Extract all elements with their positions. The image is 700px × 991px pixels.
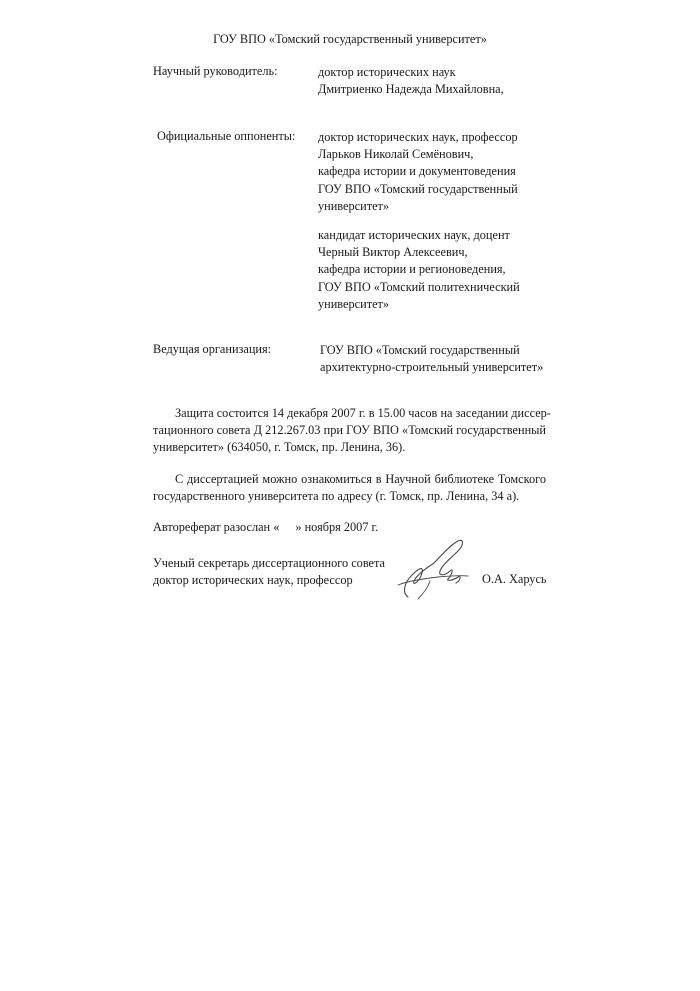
library-line: С диссертацией можно ознакомиться в Научной библиотеке Томского — [175, 472, 546, 486]
supervisor-label: Научный руководитель: — [153, 64, 278, 78]
supervisor-name: Дмитриенко Надежда Михайловна, — [318, 82, 504, 97]
secretary-title-line: доктор исторических наук, профессор — [153, 573, 353, 588]
opponent-second-line: ГОУ ВПО «Томский политехнический — [318, 279, 520, 294]
opponent-second-line: Черный Виктор Алексеевич, — [318, 245, 468, 260]
sent-after: » ноября 2007 г. — [295, 520, 379, 534]
secretary-name: О.А. Харусь — [482, 572, 547, 586]
opponent-first-line: университет» — [318, 198, 390, 213]
opponent-first — [318, 129, 518, 215]
opponent-first-line: кафедра истории и документоведения — [318, 164, 516, 179]
opponent-second — [318, 227, 520, 313]
leading-org-line: ГОУ ВПО «Томский государственный — [320, 343, 520, 357]
abstract-sent-date — [153, 520, 378, 535]
defense-line: университет» (634050, г. Томск, пр. Ленина, 36). — [153, 440, 406, 455]
sent-before: Автореферат разослан « — [153, 520, 280, 534]
supervisor-details — [318, 64, 504, 98]
opponent-second-line: кандидат исторических наук, доцент — [318, 228, 510, 242]
opponent-second-line: кафедра истории и регионоведения, — [318, 262, 506, 277]
signature-stroke — [405, 540, 463, 597]
defense-paragraph — [153, 405, 551, 457]
opponent-first-line: доктор исторических наук, профессор — [318, 130, 518, 144]
secretary-title — [153, 555, 385, 589]
signature-stroke — [418, 581, 430, 599]
opponent-first-line: Ларьков Николай Семёнович, — [318, 147, 474, 162]
header-institution: ГОУ ВПО «Томский государственный университет» — [213, 32, 487, 46]
leading-org-label: Ведущая организация: — [153, 342, 272, 356]
leading-org-details — [320, 342, 543, 376]
opponent-second-line: университет» — [318, 296, 390, 311]
handwritten-signature — [388, 535, 478, 605]
leading-org-line: архитектурно-строительный университет» — [320, 360, 544, 375]
library-paragraph — [153, 471, 546, 505]
defense-line: тационного совета Д 212.267.03 при ГОУ ВПО «Томский государственный — [153, 423, 546, 438]
supervisor-degree: доктор исторических наук — [318, 65, 456, 79]
opponent-first-line: ГОУ ВПО «Томский государственный — [318, 181, 518, 196]
secretary-title-line: Ученый секретарь диссертационного совета — [153, 556, 385, 570]
opponents-label: Официальные оппоненты: — [157, 129, 296, 143]
library-line: государственного университета по адресу (г. Томск, пр. Ленина, 34 а). — [153, 489, 520, 504]
defense-line: Защита состоится 14 декабря 2007 г. в 15.00 часов на заседании диссер- — [175, 406, 551, 420]
